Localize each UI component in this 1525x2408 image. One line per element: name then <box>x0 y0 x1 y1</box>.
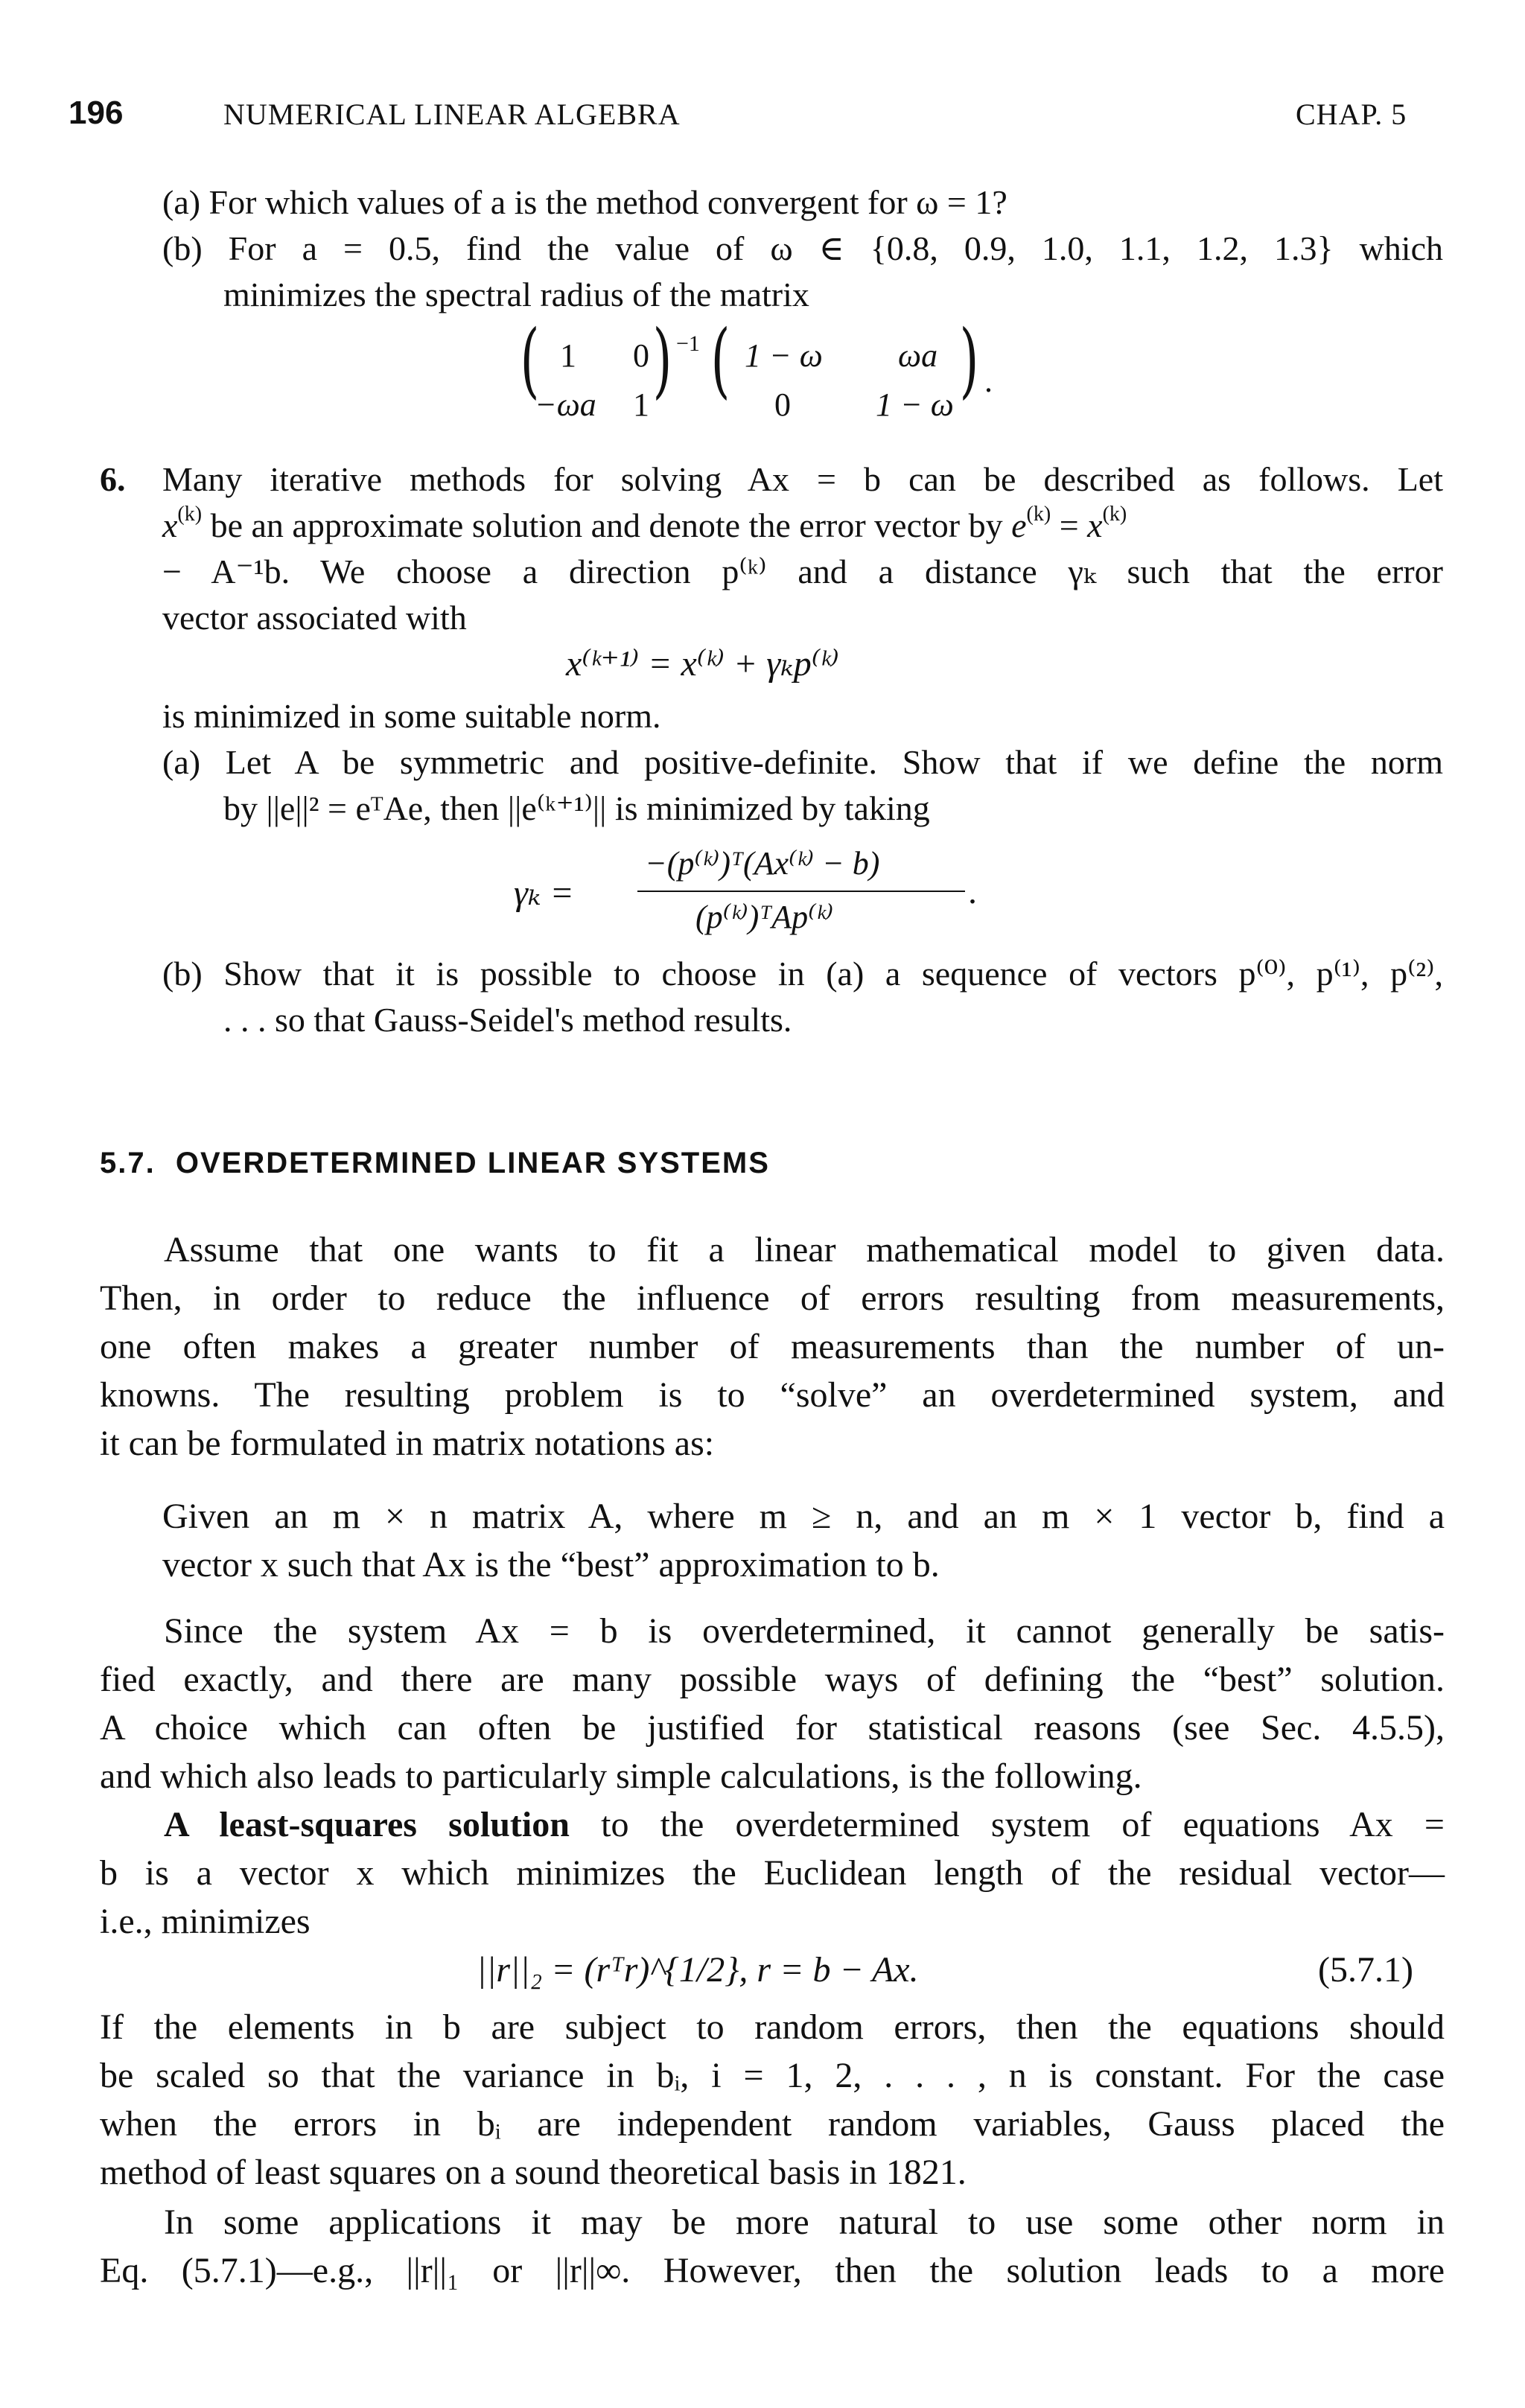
paragraph-2 <box>162 1492 1445 1589</box>
equation-5-7-1: ||r||₂ = (rᵀr)^{1/2}, r = b − Ax. <box>477 1950 919 1990</box>
chapter-label: CHAP. 5 <box>1296 98 1407 131</box>
text-line: Assume that one wants to fit a linear mathematical model to given data. <box>164 1230 1445 1270</box>
term-least-squares: A least-squares solution <box>164 1805 570 1844</box>
text-line: Given an m × n matrix A, where m ≥ n, and an m × 1 vector b, find a <box>162 1497 1445 1536</box>
matrix2-cell: 0 <box>774 386 791 423</box>
paragraph-3 <box>100 1607 1445 1800</box>
exercise-6a-line1: (a) Let A be symmetric and positive-definite. Show that if we define the norm <box>162 743 1443 781</box>
gamma-lhs: γₖ = <box>514 873 574 913</box>
text-line: i.e., minimizes <box>100 1902 311 1941</box>
text-line: In some applications it may be more natural to use some other norm in <box>164 2202 1445 2242</box>
text-line <box>100 1800 1445 1849</box>
section-title: OVERDETERMINED LINEAR SYSTEMS <box>175 1147 770 1179</box>
exercise-6-line4: vector associated with <box>162 599 467 637</box>
exercise-6-line3: − A⁻¹b. We choose a direction p⁽ᵏ⁾ and a distance γₖ such that the error <box>162 552 1443 590</box>
section-heading <box>100 1139 770 1187</box>
matrix2-cell: 1 − ω <box>876 386 954 423</box>
exercise-6b-line1: (b) Show that it is possible to choose in (a) a sequence of vectors p⁽⁰⁾, p⁽¹⁾, p⁽²⁾, <box>162 955 1443 993</box>
matrix2-cell: 1 − ω <box>745 337 823 374</box>
left-paren: ( <box>710 312 730 407</box>
text-line: A choice which can often be justified for statistical reasons (see Sec. 4.5.5), <box>100 1708 1445 1748</box>
text-line: b is a vector x which minimizes the Euclidean length of the residual vector— <box>100 1853 1445 1893</box>
matrix-period: . <box>984 363 993 399</box>
left-paren: ( <box>520 312 540 407</box>
gamma-numerator: −(p⁽ᵏ⁾)ᵀ(Ax⁽ᵏ⁾ − b) <box>645 845 880 882</box>
text-line: fied exactly, and there are many possible ways of defining the “best” solution. <box>100 1660 1445 1699</box>
paragraph-1 <box>100 1226 1445 1468</box>
text-line: Eq. (5.7.1)—e.g., ||r||₁ or ||r||∞. However, then the solution leads to a more <box>100 2251 1445 2290</box>
matrix2-cell: ωa <box>898 337 938 374</box>
gamma-denominator: (p⁽ᵏ⁾)ᵀAp⁽ᵏ⁾ <box>695 899 834 935</box>
text-line: Since the system Ax = b is overdetermined, it cannot generally be satis- <box>164 1611 1445 1651</box>
section-number: 5.7. <box>100 1147 156 1179</box>
page-number: 196 <box>69 95 124 131</box>
text-line: and which also leads to particularly simple calculations, is the following. <box>100 1756 1142 1796</box>
matrix1-cell: −ωa <box>535 386 596 423</box>
paragraph-5 <box>100 2003 1445 2197</box>
text-line: it can be formulated in matrix notations as: <box>100 1424 715 1463</box>
text-line: knowns. The resulting problem is to “solve” an overdetermined system, and <box>100 1375 1445 1415</box>
text-line: method of least squares on a sound theoretical basis in 1821. <box>100 2153 967 2192</box>
exercise-6a-line2: by ||e||² = eᵀAe, then ||e⁽ᵏ⁺¹⁾|| is minimized by taking <box>223 789 930 827</box>
exercise-5a: (a) For which values of a is the method convergent for ω = 1? <box>162 183 1007 221</box>
exercise-6-line2: $x^{(k)}$ be an approximate solution and denote the error vector by $e^{(k)} = x^{(k)}$ <box>162 502 1127 544</box>
running-title: NUMERICAL LINEAR ALGEBRA <box>223 98 681 131</box>
exercise-6-line1: Many iterative methods for solving Ax = b can be described as follows. Let <box>162 460 1443 498</box>
right-paren: ) <box>652 312 672 407</box>
update-equation: x⁽ᵏ⁺¹⁾ = x⁽ᵏ⁾ + γₖp⁽ᵏ⁾ <box>566 644 839 684</box>
gamma-period: . <box>968 872 977 911</box>
text-fragment: to the overdetermined system of equations Ax = <box>569 1805 1445 1844</box>
text-line: be scaled so that the variance in bᵢ, i = 1, 2, . . . , n is constant. For the case <box>100 2056 1445 2095</box>
text-line: If the elements in b are subject to random errors, then the equations should <box>100 2007 1445 2047</box>
exercise-6b-line2: . . . so that Gauss-Seidel's method results. <box>223 1001 792 1039</box>
paragraph-4 <box>100 1800 1445 1946</box>
matrix1-cell: 0 <box>633 337 649 374</box>
matrix1-exponent: −1 <box>676 331 700 356</box>
exercise-6-number: 6. <box>100 460 126 498</box>
text-line: when the errors in bᵢ are independent random variables, Gauss placed the <box>100 2104 1445 2144</box>
equation-label: (5.7.1) <box>1318 1950 1413 1990</box>
matrix1-cell: 1 <box>633 386 649 423</box>
exercise-5b-line2: minimizes the spectral radius of the matrix <box>223 275 809 313</box>
matrix1-cell: 1 <box>560 337 576 374</box>
exercise-6-line2-text: be an approximate solution and denote the error vector by <box>210 506 1003 544</box>
text-line: one often makes a greater number of measurements than the number of un- <box>100 1327 1445 1366</box>
paragraph-6 <box>100 2198 1445 2295</box>
exercise-5b-line1: (b) For a = 0.5, find the value of ω ∈ {0.8, 0.9, 1.0, 1.1, 1.2, 1.3} which <box>162 229 1443 267</box>
right-paren: ) <box>959 312 979 407</box>
fraction-bar <box>637 891 965 892</box>
exercise-6-after-eq: is minimized in some suitable norm. <box>162 697 661 735</box>
text-line: Then, in order to reduce the influence of errors resulting from measurements, <box>100 1278 1445 1318</box>
text-line: vector x such that Ax is the “best” approximation to b. <box>162 1545 940 1584</box>
